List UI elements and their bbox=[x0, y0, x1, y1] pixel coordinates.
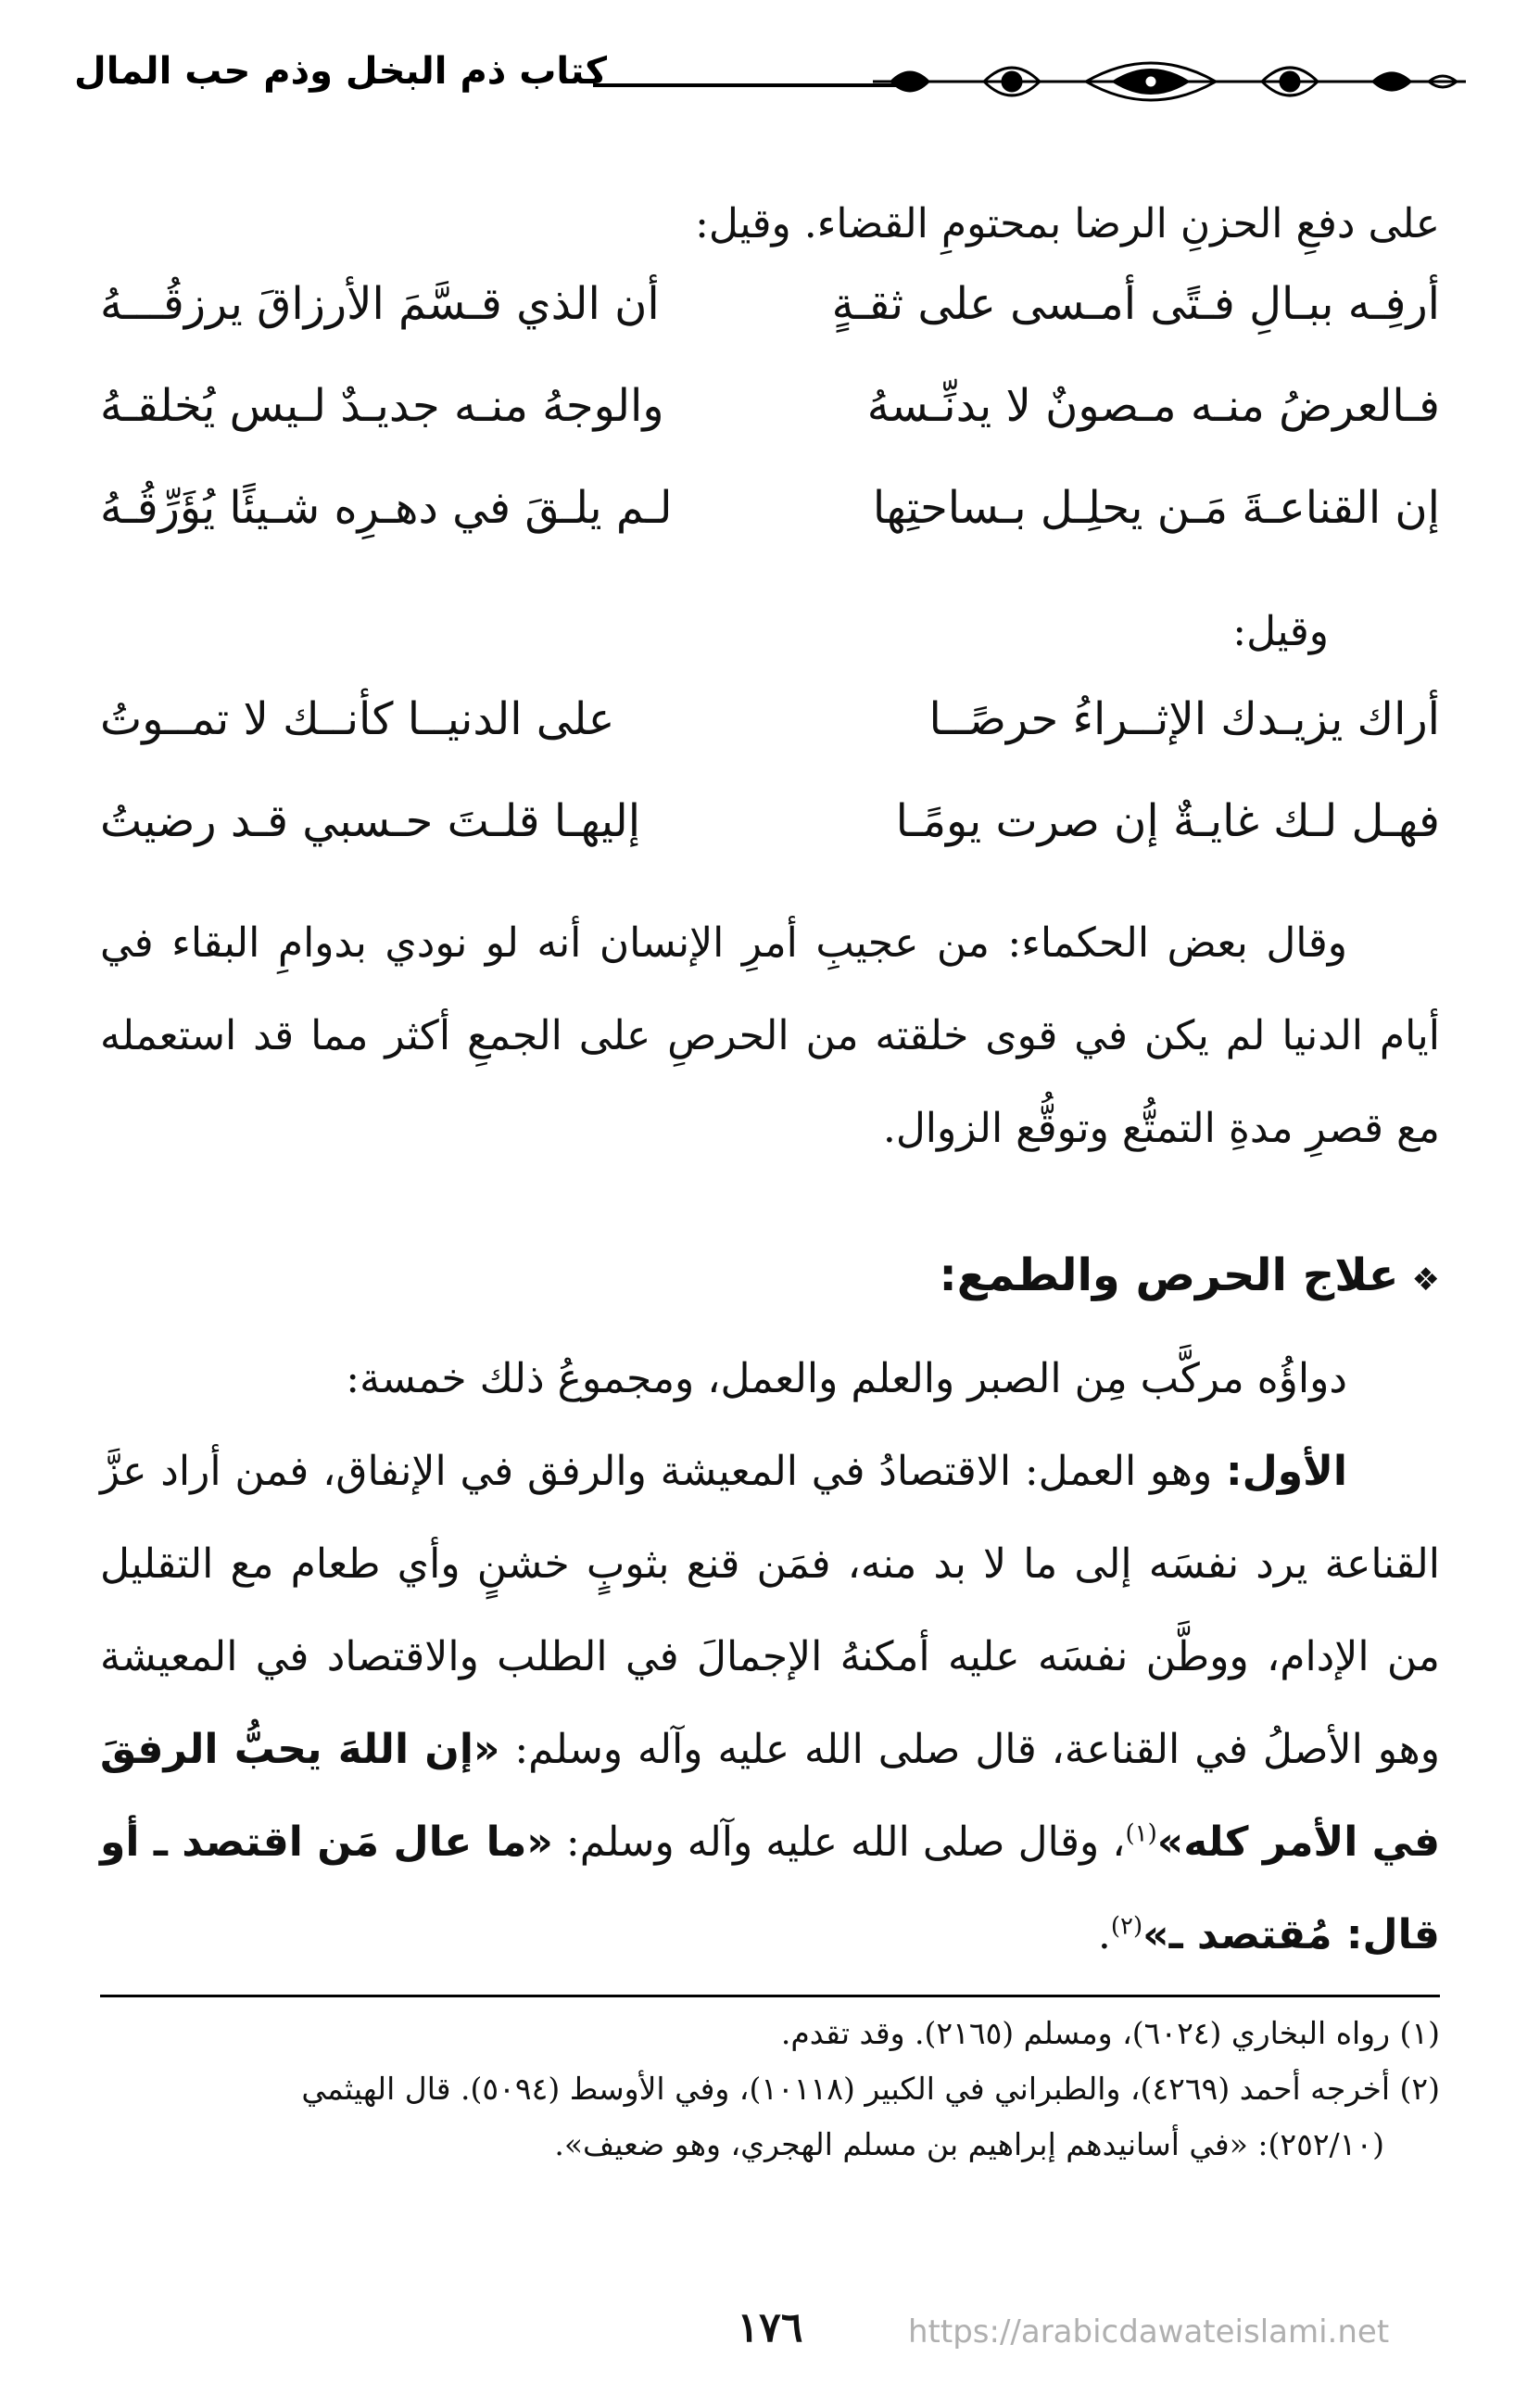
intro-line: على دفعِ الحزنِ الرضا بمحتومِ القضاء. وقيل: bbox=[695, 200, 1440, 247]
wisdom-paragraph-block bbox=[100, 897, 1440, 1175]
end-punctuation: . bbox=[1097, 1911, 1111, 1958]
section-heading-text: علاج الحرص والطمع: bbox=[939, 1249, 1399, 1301]
footnotes bbox=[100, 2009, 1440, 2176]
verse-line bbox=[100, 693, 1440, 795]
wisdom-paragraph: وقال بعض الحكماء: من عجيبِ أمرِ الإنسان أنه لو نودي بدوامِ البقاء في أيام الدنيا لم يكن في قوى خلقته من الحرصِ على الجمعِ أكثر مما قد استعمله مع قصرِ مدةِ التمتُّع وتوقُّع الزوال. bbox=[100, 919, 1440, 1152]
verse-line bbox=[100, 482, 1440, 584]
footnote-rule bbox=[100, 1995, 1440, 1997]
section-intro: دواؤُه مركَّب مِن الصبر والعلم والعمل، ومجموعُ ذلك خمسة: bbox=[346, 1355, 1347, 1402]
verse-hemistich-left: إليهـا قلـتَ حـسبي قـد رضيتُ bbox=[100, 795, 641, 847]
hadith-quote-2: «ما عال مَن اقتصد ـ أو قال: مُقتصد ـ» bbox=[100, 1818, 1440, 1958]
section-heading bbox=[100, 1249, 1440, 1301]
watermark-url: https://arabicdawateislami.net bbox=[908, 2313, 1390, 2351]
verse-hemistich-left: والوجهُ منـه جديـدٌ لـيس يُخلقـهُ bbox=[100, 380, 664, 432]
verse-hemistich-right: أرفِـه ببـالِ فـتًى أمـسى على ثقـةٍ bbox=[831, 278, 1440, 330]
footnote-1: (١) رواه البخاري (٦٠٢٤)، ومسلم (٢١٦٥). وقد تقدم. bbox=[780, 2015, 1440, 2051]
running-header bbox=[74, 44, 1466, 119]
intro-line-block bbox=[100, 178, 1440, 271]
connector-text: ، وقال صلى الله عليه وآله وسلم: bbox=[565, 1818, 1126, 1866]
verse-hemistich-right: فهـل لـك غايـةٌ إن صرت يومًـا bbox=[895, 795, 1440, 847]
header-rule bbox=[593, 83, 899, 87]
verse-hemistich-right: إن القناعـةَ مَـن يحلِـل بـساحتِها bbox=[872, 482, 1440, 534]
verse-hemistich-left: على الدنيــا كأنــك لا تمــوتُ bbox=[100, 693, 615, 745]
diamond-bullet-icon: ❖ bbox=[1411, 1261, 1440, 1299]
page-number: ١٧٦ bbox=[737, 2304, 803, 2351]
first-text: وهو العمل: الاقتصادُ في المعيشة والرفق في الإنفاق، فمن أراد عزَّ القناعة يرد نفسَه إلى ما لا بد منه، فمَن قنع بثوبٍ خشنٍ وأي طعام مع التقليل من الإدام، ووطَّن نفسَه عليه أمكنهُ الإجمالَ في الطلب والاقتصاد في المعيشة وهو الأصلُ في القناعة، قال صلى الله عليه وآله وسلم: bbox=[100, 1448, 1440, 1773]
section-body bbox=[100, 1333, 1440, 1982]
header-title: كتاب ذم البخل وذم حب المال bbox=[74, 50, 608, 93]
verse-hemistich-left: لـم يلـقَ في دهـرِه شـيئًا يُؤَرِّقُـهُ bbox=[100, 482, 673, 534]
qila-block bbox=[100, 586, 1440, 678]
first-label: الأول: bbox=[1226, 1448, 1347, 1495]
arabesque-ornament-icon bbox=[873, 44, 1466, 119]
footnote-ref-2[interactable]: (٢) bbox=[1110, 1912, 1143, 1941]
section-first-paragraph bbox=[100, 1426, 1440, 1982]
footnote-2-line-2: (٢٥٢/١٠): «في أسانيدهم إبراهيم بن مسلم الهجري، وهو ضعيف». bbox=[554, 2126, 1384, 2162]
footnote-2-line-1: (٢) أخرجه أحمد (٤٢٦٩)، والطبراني في الكبير (١٠١١٨)، وفي الأوسط (٥٠٩٤). قال الهيثمي bbox=[301, 2071, 1440, 2107]
footnote-ref-1[interactable]: (١) bbox=[1125, 1819, 1157, 1848]
hadith-quote-1: «إن اللهَ يحبُّ الرفقَ في الأمر كله» bbox=[100, 1726, 1441, 1866]
qila-label: وقيل: bbox=[1232, 608, 1329, 655]
verse-line bbox=[100, 380, 1440, 482]
verse-hemistich-left: أن الذي قـسَّمَ الأرزاقَ يرزقُـــهُ bbox=[100, 278, 660, 330]
verse-hemistich-right: فـالعرضُ منـه مـصونٌ لا يدنِّـسهُ bbox=[866, 380, 1440, 432]
verse-line bbox=[100, 795, 1440, 897]
verse-line bbox=[100, 278, 1440, 380]
verse-hemistich-right: أراك يزيـدك الإثــراءُ حرصًــا bbox=[928, 693, 1440, 745]
